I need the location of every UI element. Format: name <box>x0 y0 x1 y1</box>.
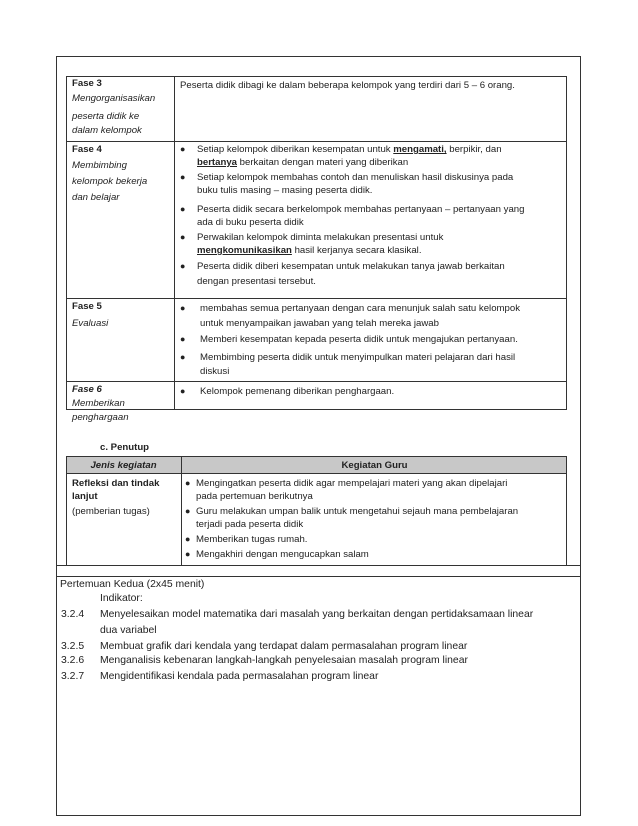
fase4-bullet-1: Setiap kelompok diberikan kesempatan untuk mengamati, berpikir, dan <box>197 144 502 155</box>
col-header-kegiatan: Kegiatan Guru <box>341 460 408 471</box>
indikator-text: Menyelesaikan model matematika dari masalah yang berkaitan dengan pertidaksamaan linear <box>100 609 534 620</box>
fase6-desc: Memberikan <box>72 398 125 409</box>
indikator-number: 3.2.6 <box>61 655 85 666</box>
indikator-text-cont: dua variabel <box>100 625 157 636</box>
penutup-row-sub: (pemberian tugas) <box>72 506 150 517</box>
penutup-row-title: lanjut <box>72 491 98 502</box>
bullet-icon: ● <box>185 506 191 516</box>
bullet-icon: ● <box>180 204 186 214</box>
indikator-text: Menganalisis kebenaran langkah-langkah penyelesaian masalah program linear <box>100 655 468 666</box>
fase4-bullet-2-cont: buku tulis masing – masing peserta didik. <box>197 185 373 196</box>
penutup-bullet-4: Mengakhiri dengan mengucapkan salam <box>196 549 369 560</box>
fase3-desc: Mengorganisasikan <box>72 93 156 104</box>
fase4-desc: Membimbing <box>72 160 127 171</box>
bullet-icon: ● <box>180 144 186 154</box>
fase4-desc: kelompok bekerja <box>72 176 148 187</box>
col-header-jenis: Jenis kegiatan <box>90 460 157 471</box>
penutup-bullet-1-cont: pada pertemuan berikutnya <box>196 491 313 502</box>
fase5-bullet-3-cont: diskusi <box>200 366 230 377</box>
penutup-bullet-2-cont: terjadi pada peserta didik <box>196 519 304 530</box>
fase4-bullet-4-cont: mengkomunikasikan hasil kerjanya secara klasikal. <box>197 245 422 256</box>
fase3-title: Fase 3 <box>72 78 102 89</box>
fase4-bullet-2: Setiap kelompok membahas contoh dan menuliskan hasil diskusinya pada <box>197 172 514 183</box>
fase6-title: Fase 6 <box>72 384 102 395</box>
fase4-bullet-1-cont: bertanya berkaitan dengan materi yang diberikan <box>197 157 409 168</box>
fase-table-divider <box>174 76 175 410</box>
fase5-bullet-3: Membimbing peserta didik untuk menyimpulkan materi pelajaran dari hasil <box>200 352 516 363</box>
fase4-bullet-3: Peserta didik secara berkelompok membahas pertanyaan – pertanyaan yang <box>197 204 525 215</box>
indikator-number: 3.2.5 <box>61 641 85 652</box>
fase-row-border <box>66 381 567 382</box>
penutup-row-title: Refleksi dan tindak <box>72 478 160 489</box>
fase3-desc: peserta didik ke <box>72 111 140 122</box>
fase4-bullet-3-cont: ada di buku peserta didik <box>197 217 304 228</box>
bullet-icon: ● <box>185 534 191 544</box>
section-divider <box>56 576 581 577</box>
fase4-bullet-4: Perwakilan kelompok diminta melakukan presentasi untuk <box>197 232 444 243</box>
bullet-icon: ● <box>180 232 186 242</box>
fase6-desc: penghargaan <box>72 412 129 423</box>
bullet-icon: ● <box>180 334 186 344</box>
bullet-icon: ● <box>180 352 186 362</box>
fase-row-border <box>66 298 567 299</box>
bullet-icon: ● <box>185 478 191 488</box>
indikator-label: Indikator: <box>100 593 143 604</box>
fase3-desc: dalam kelompok <box>72 125 142 136</box>
penutup-bullet-3: Memberikan tugas rumah. <box>196 534 308 545</box>
penutup-table-divider <box>181 456 182 565</box>
bullet-icon: ● <box>185 549 191 559</box>
fase4-desc: dan belajar <box>72 192 120 203</box>
penutup-bullet-1: Mengingatkan peserta didik agar mempelajari materi yang akan dipelajari <box>196 478 508 489</box>
indikator-text: Membuat grafik dari kendala yang terdapat dalam permasalahan program linear <box>100 641 468 652</box>
fase5-bullet-1: membahas semua pertanyaan dengan cara menunjuk salah satu kelompok <box>200 303 520 314</box>
bullet-icon: ● <box>180 261 186 271</box>
fase4-bullet-5: Peserta didik diberi kesempatan untuk melakukan tanya jawab berkaitan <box>197 261 505 272</box>
indikator-number: 3.2.7 <box>61 671 85 682</box>
fase5-title: Fase 5 <box>72 301 102 312</box>
pertemuan-title: Pertemuan Kedua (2x45 menit) <box>60 579 205 590</box>
fase5-bullet-1-cont: untuk menyampaikan jawaban yang telah mereka jawab <box>200 318 439 329</box>
section-divider <box>56 565 581 566</box>
fase-row-border <box>66 141 567 142</box>
fase6-bullet-1: Kelompok pemenang diberikan penghargaan. <box>200 386 395 397</box>
bullet-icon: ● <box>180 386 186 396</box>
penutup-heading: c. Penutup <box>100 442 150 453</box>
fase4-title: Fase 4 <box>72 144 102 155</box>
bullet-icon: ● <box>180 303 186 313</box>
fase3-content: Peserta didik dibagi ke dalam beberapa kelompok yang terdiri dari 5 – 6 orang. <box>180 80 515 91</box>
penutup-bullet-2: Guru melakukan umpan balik untuk mengetahui sejauh mana pembelajaran <box>196 506 519 517</box>
indikator-text: Mengidentifikasi kendala pada permasalahan program linear <box>100 671 379 682</box>
fase5-desc: Evaluasi <box>72 318 109 329</box>
indikator-number: 3.2.4 <box>61 609 85 620</box>
fase5-bullet-2: Memberi kesempatan kepada peserta didik untuk mengajukan pertanyaan. <box>200 334 518 345</box>
fase4-bullet-5-cont: dengan presentasi tersebut. <box>197 276 316 287</box>
bullet-icon: ● <box>180 172 186 182</box>
